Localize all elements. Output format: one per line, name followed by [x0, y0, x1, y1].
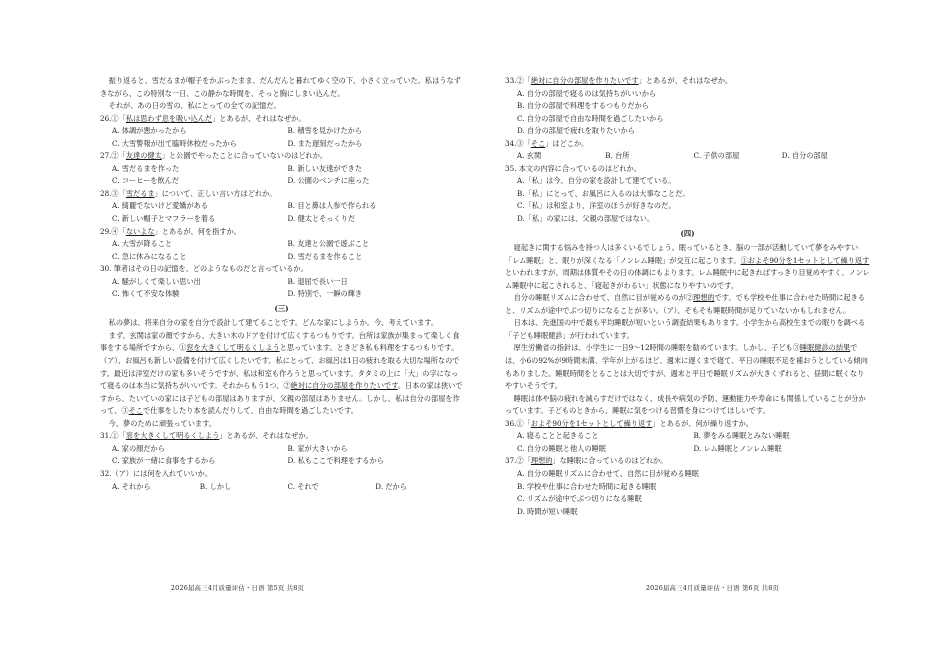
question-26: 26.①「私は思わず息を吸い込んだ」とあるが、それはなぜか。: [100, 113, 306, 123]
option: D.「私」の家には、父親の部屋ではない。: [517, 214, 655, 224]
option: B. 目と鼻は人参で作られる: [287, 201, 377, 211]
q36-options: [505, 430, 870, 455]
option: C.「私」は和室より、洋室のほうが好きなのだ。: [517, 201, 676, 211]
right-column: [505, 75, 870, 518]
option: C. それで: [287, 481, 319, 491]
q31-options: [100, 443, 463, 468]
option: C. 自分の部屋で自由な時間を過ごしたいから: [517, 113, 664, 123]
option: C. リズムが途中でぶつ切りになる睡眠: [517, 494, 642, 504]
option: B. 自分の部屋で料理をするつもりだから: [517, 101, 649, 111]
option: A. 家の顔だから: [112, 443, 165, 453]
option: A. 綺麗でないけど愛嬌がある: [112, 201, 209, 211]
option: B. 友達と公園で遊ぶこと: [287, 239, 370, 249]
passage-paragraph: 寝起きに関する悩みを持つ人は多くいるでしょう。眠っているとき、脳の一部が活動していて夢をみやすい「レム睡眠」と、眠りが深くなる「ノンレム睡眠」が交互に起こります。①およそ90分を1セットとして繰り返すといわれますが、周期は体質やその日の体調にもよります。レム睡眠中に起きればすっきり目覚めやすく、ノンレム睡眠中に起こされると、「寝起きがわるい」状態になりやすいのです。: [505, 243, 870, 290]
passage-paragraph: 今、夢のために頑張っています。: [108, 418, 216, 428]
passage-paragraph: 振り返ると、雪だるまが帽子をかぶったまま、だんだんと暮れてゆく空の下、小さく立っていた。私はうなずきながら、この特別な一日、この静かな時間を、そっと胸にしまい込んだ。: [100, 76, 461, 98]
option: A. それから: [112, 481, 151, 491]
option: A. 雪だるまを作った: [112, 163, 180, 173]
passage-paragraph: まず、玄関は家の顔ですから、大きい木のドアを付けて広くするつもりです。台所は家族が集まって楽しく食事をする場所ですから、①窓を大きくして明るくしようと思っています。ときどき私も料理をするつもりです。（ア）、お風呂も新しい設備を付けて広くしたいです。私にとって、お風呂は1日の疲れを取る大切な場所なのです。最近は洋室だけの家も多いそうですが、私は和室も作ろうと思っています。タタミの上に「大」の字になって寝るのは本当に気持ちがいいです。それからもう1つ、②絶対に自分の部屋を作りたいです。日本の家は狭いですから、たいていの家には子どもの部屋はありますが、父親の部屋はありません。しかし、私は自分の部屋を作って、③そこで仕事をしたり本を読んだりして、自由な時間を過ごしたいです。: [100, 330, 463, 416]
page-right: [475, 0, 950, 672]
question-30: 30. 筆者はその日の記憶を、どのようなものだと言っているか。: [100, 264, 308, 274]
option: D. 公園のベンチに座った: [287, 176, 370, 186]
question-27: 27.②「友達の健太」と公園でやったことに合っていないのはどれか。: [100, 151, 328, 161]
option: D. 特別で、一瞬の輝き: [287, 289, 363, 299]
passage-paragraph: それが、あの日の雪の、私にとっての全ての記憶だ。: [108, 101, 281, 111]
left-column: [100, 75, 463, 493]
passage-paragraph: 日本は、先進国の中で最も平均睡眠が短いという調査結果もあります。小学生から高校生までの眠りを調べる「子ども睡眠健診」が行われています。: [505, 318, 866, 340]
option: D. 自分の部屋: [781, 151, 828, 161]
option: C. 家族が一緒に食事をするから: [112, 456, 216, 466]
option: D. 健太とそっくりだ: [287, 214, 356, 224]
question-33: 33.②「絶対に自分の部屋を作りたいです」とあるが、それはなぜか。: [505, 76, 733, 85]
option: C. 子供の部屋: [693, 151, 740, 161]
option: A. 玄関: [517, 151, 542, 161]
page-footer: 2026届高三4月质量评估・日语 第6页 共8页: [645, 584, 780, 592]
section-heading: (三): [274, 303, 289, 313]
passage-paragraph: 睡眠は体や脳の疲れを減らすだけではなく、成長や病気の予防、運動能力や寿命にも関係していることが分かっています。子どものときから、睡眠に気をつける習慣を身につけてほしいです。: [505, 393, 866, 416]
option: A. 寝ることと起きること: [517, 431, 599, 441]
section-heading: (四): [680, 228, 695, 238]
question-29: 29.④「ないよな」とあるが、何を指すか。: [100, 226, 241, 236]
question-37: 37.②「理想的」な睡眠に合っているのはどれか。: [505, 456, 668, 466]
passage-paragraph: 厚生労働省の指針は、小学生に一日9～12時間の睡眠を勧めています。しかし、子ども③睡眠健診の結果では、小6の92%が9時間未満、学年が上がるほど、週末に遅くまで寝て、平日の睡眠不足を補おうとしている傾向もありました。睡眠時間をとることは大切ですが、週末と平日で睡眠リズムが大きくずれると、昼間に眠くなりやすいそうです。: [505, 343, 868, 391]
option: B. 夢をみる睡眠とみない睡眠: [693, 431, 790, 441]
option: A. 大雪が降ること: [112, 239, 173, 249]
question-31: 31.①「窓を大きくして明るくしよう」とあるが、それはなぜか。: [100, 431, 313, 441]
option: B. 家が大きいから: [287, 443, 348, 453]
option: D. だから: [375, 481, 407, 491]
question-35: 35. 本文の内容に合っているのはどれか。: [505, 163, 641, 173]
option: B. 積雪を見かけたから: [287, 126, 363, 136]
option: B. 学校や仕事に合わせた時間に起きる睡眠: [517, 481, 657, 491]
q26-options: [100, 125, 463, 150]
option: C. 急に休みになること: [112, 251, 187, 261]
q28-options: [100, 200, 463, 225]
option: D. また遅刻だったから: [287, 138, 363, 148]
q32-options: [100, 481, 463, 494]
option: B. しかし: [199, 481, 232, 491]
passage-paragraph: 自分の睡眠リズムに合わせて、自然に目が覚めるのが②理想的です。でも学校や仕事に合わせた時間に起きると、リズムが途中でぶつ切りになることが多い。（ア）、そもそも睡眠時間が足りていないかもしれません。: [505, 293, 865, 315]
q30-options: [100, 276, 463, 301]
option: A. 体調が悪かったから: [112, 126, 187, 136]
option: D. レム睡眠とノンレム睡眠: [693, 443, 782, 453]
option: A. 自分の睡眠リズムに合わせて、自然に目が覚める睡眠: [517, 468, 699, 478]
option: C. 怖くて不安な体験: [112, 289, 180, 299]
q34-options: [505, 150, 870, 163]
option: D. 自分の部屋で疲れを取りたいから: [517, 126, 635, 136]
option: D. 時間が短い睡眠: [517, 506, 578, 516]
option: C. コーヒーを飲んだ: [112, 176, 180, 186]
option: D. 雪だるまを作ること: [287, 251, 363, 261]
option: B. 新しい友達ができた: [287, 163, 363, 173]
question-36: 36.①「およそ90分を1セットとして繰り返す」とあるが、何が繰り返すか。: [505, 418, 753, 428]
question-32: 32.（ア）には何を入れていいか。: [100, 468, 213, 478]
option: B. 台所: [605, 151, 630, 161]
option: A. 騒がしくて楽しい思い出: [112, 276, 201, 286]
option: C. 新しい帽子とマフラーを着る: [112, 214, 216, 224]
q27-options: [100, 163, 463, 188]
question-28: 28.③「雪だるま」について、正しい言い方はどれか。: [100, 188, 277, 198]
option: C. 自分の睡眠と他人の睡眠: [517, 443, 606, 453]
option: D. 私もここで料理をするから: [287, 456, 384, 466]
q29-options: [100, 238, 463, 263]
option: B.「私」にとって、お風呂に入るのは大事なことだ。: [517, 188, 690, 198]
option: A. 自分の部屋で寝るのは気持ちがいいから: [517, 88, 657, 98]
option: A.「私」は今、自分の家を設計して建てている。: [517, 176, 676, 186]
passage-paragraph: 私の夢は、将来自分の家を自分で設計して建てることです。どんな家にしようか。今、考えています。: [108, 318, 439, 328]
question-34: 34.③「そこ」はどこか。: [505, 138, 589, 148]
option: C. 大雪警報が出て臨時休校だったから: [112, 138, 237, 148]
page-footer: 2026届高三4月质量评估・日语 第5页 共8页: [170, 584, 305, 592]
option: B. 退屈で長い一日: [287, 276, 348, 286]
